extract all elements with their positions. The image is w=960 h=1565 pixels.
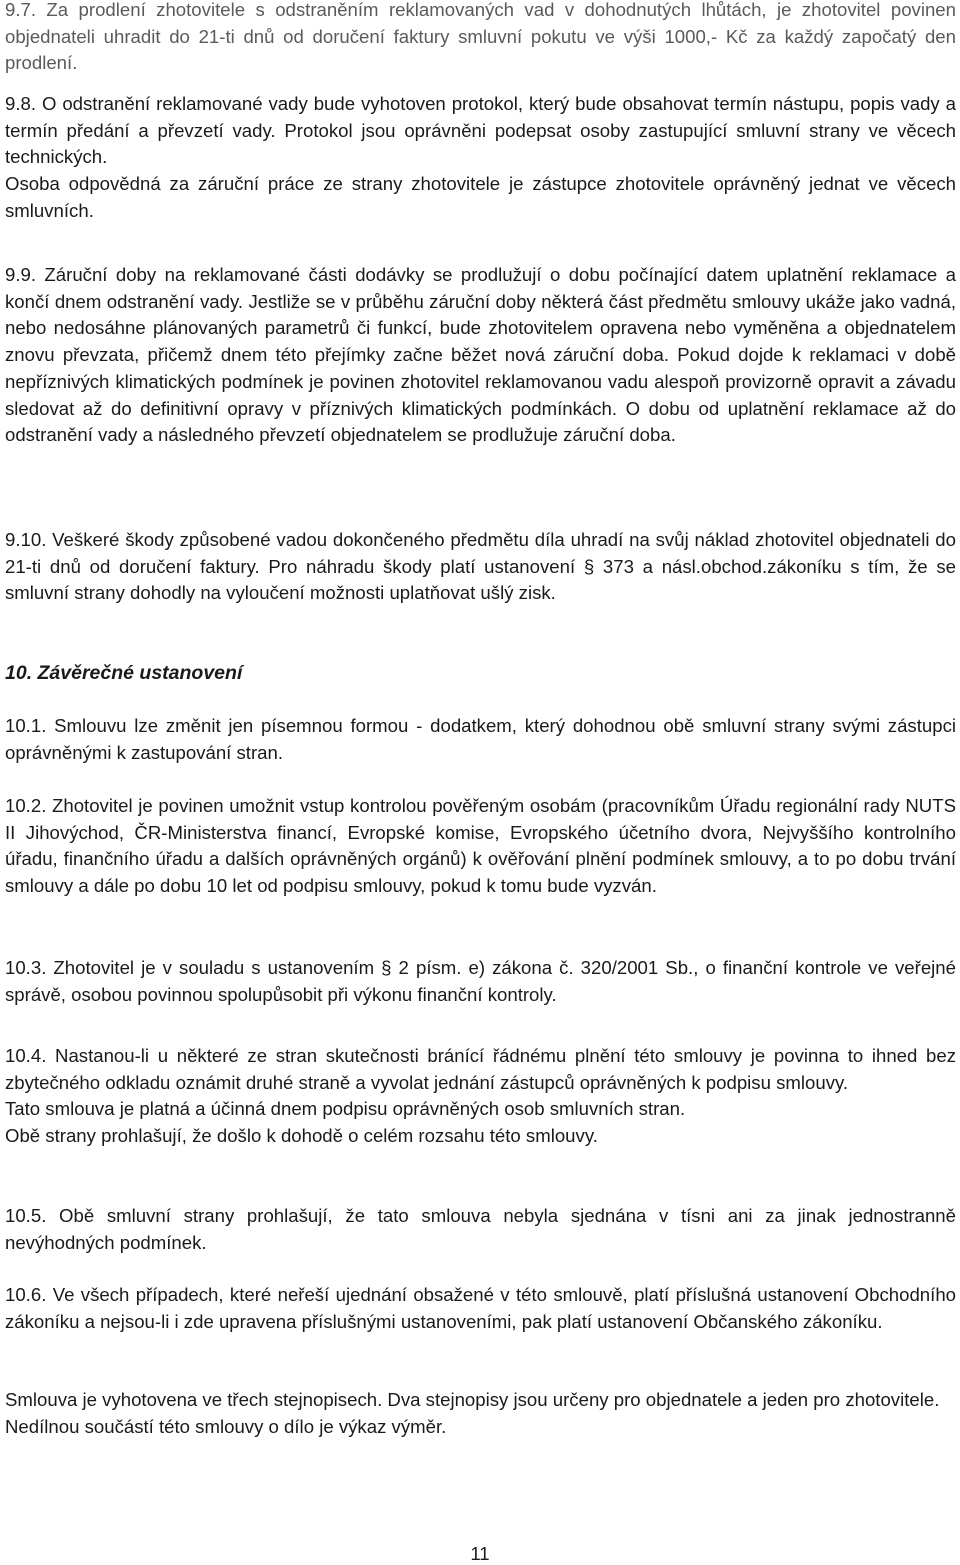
section-9-8 <box>5 91 956 225</box>
paragraph-9-10: 9.10. Veškeré škody způsobené vadou dokončeného předmětu díla uhradí na svůj náklad zhotovitel objednateli do 21-ti dnů od doručení faktury. Pro náhradu škody platí ustanovení § 373 a násl.obchod.zákoníku s tím, že se smluvní strany dohodly na vyloučení možnosti uplatňovat ušlý zisk. <box>5 529 956 604</box>
paragraph-10-1: 10.1. Smlouvu lze změnit jen písemnou formou - dodatkem, který dohodnou obě smluvní strany svými zástupci oprávněnými k zastupování stran. <box>5 715 956 763</box>
paragraph-10-5: 10.5. Obě smluvní strany prohlašují, že tato smlouva nebyla sjednána v tísni ani za jinak jednostranně nevýhodných podmínek. <box>5 1205 956 1253</box>
section-heading-10: 10. Závěrečné ustanovení <box>5 662 243 684</box>
paragraph-10-4-validity: Tato smlouva je platná a účinná dnem podpisu oprávněných osob smluvních stran. <box>5 1098 686 1120</box>
paragraph-copies: Smlouva je vyhotovena ve třech stejnopisech. Dva stejnopisy jsou určeny pro objednatele a jeden pro zhotovitele. <box>5 1389 940 1410</box>
paragraph-9-8: 9.8. O odstranění reklamované vady bude vyhotoven protokol, který bude obsahovat termín nástupu, popis vady a termín předání a převzetí vady. Protokol jsou oprávněni podepsat osoby zastupující smluvní strany ve věcech technických. <box>5 93 956 168</box>
paragraph-9-7: 9.7. Za prodlení zhotovitele s odstraněním reklamovaných vad v dohodnutých lhůtách, je zhotovitel povinen objednateli uhradit do 21-ti dnů od doručení faktury smluvní pokutu ve výši 1000,- Kč za každý započatý den prodlení. <box>5 0 956 74</box>
paragraph-10-6: 10.6. Ve všech případech, které neřeší ujednání obsažené v této smlouvě, platí příslušná ustanovení Obchodního zákoníku a nejsou-li i zde upravena příslušnými ustanoveními, pak platí ustanovení Občanského zákoníku. <box>5 1284 956 1332</box>
paragraph-10-3: 10.3. Zhotovitel je v souladu s ustanovením § 2 písm. e) zákona č. 320/2001 Sb., o finanční kontrole ve veřejné správě, osobou povinnou spolupůsobit při výkonu finanční kontroly. <box>5 957 956 1005</box>
paragraph-10-2: 10.2. Zhotovitel je povinen umožnit vstup kontrolou pověřeným osobám (pracovníkům Úřadu regionální rady NUTS II Jihovýchod, ČR-Ministerstva financí, Evropské komise, Evropského účetního dvora, Nejvyššího kontrolního úřadu, finančního úřadu a dalších oprávněných orgánů) k ověřování plnění podmínek smlouvy, a to po dobu trvání smlouvy a dále po dobu 10 let od podpisu smlouvy, pokud k tomu bude vyzván. <box>5 795 956 897</box>
paragraph-10-4-agreement: Obě strany prohlašují, že došlo k dohodě o celém rozsahu této smlouvy. <box>5 1125 598 1147</box>
paragraph-10-4: 10.4. Nastanou-li u některé ze stran skutečnosti bránící řádnému plnění této smlouvy je povinna to ihned bez zbytečného odkladu oznámit druhé straně a vyvolat jednání zástupců oprávněných k podpisu smlouvy. <box>5 1045 956 1093</box>
section-closing <box>5 1387 956 1440</box>
page-number: 11 <box>470 1543 490 1564</box>
paragraph-annex: Nedílnou součástí této smlouvy o dílo je výkaz výměr. <box>5 1415 447 1437</box>
section-10-4 <box>5 1043 956 1150</box>
paragraph-9-9: 9.9. Záruční doby na reklamované části dodávky se prodlužují o dobu počínající datem uplatnění reklamace a končí dnem odstranění vady. Jestliže se v průběhu záruční doby některá část předmětu smlouvy ukáže jako vadná, nebo nedosáhne plánovaných parametrů či funkcí, bude zhotovitelem opravena nebo vyměněna a objednatelem znovu převzata, přičemž dnem této přejímky začne běžet nová záruční doba. Pokud dojde k reklamaci v době nepříznivých klimatických podmínek je povinen zhotovitel reklamovanou vadu alespoň provizorně opravit a závadu sledovat až do definitivní opravy v příznivých klimatických podmínkách. O dobu od uplatnění reklamace až do odstranění vady a následného převzetí objednatelem se prodlužuje záruční doba. <box>5 264 956 446</box>
paragraph-9-8-responsible: Osoba odpovědná za záruční práce ze strany zhotovitele je zástupce zhotovitele oprávněný jednat ve věcech smluvních. <box>5 173 956 221</box>
